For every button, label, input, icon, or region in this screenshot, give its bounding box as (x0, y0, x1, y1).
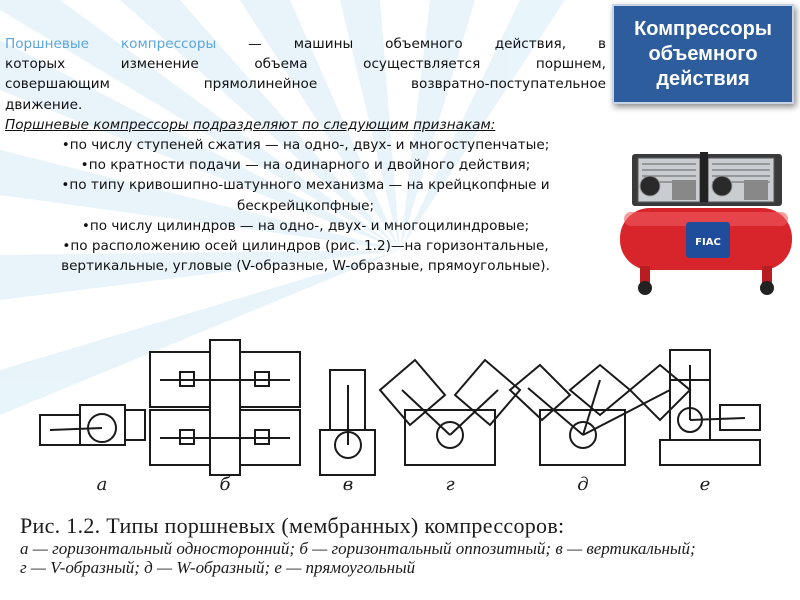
intro-line-2: которых изменение объема осуществляется поршнем, (5, 56, 606, 73)
title-line-2: объемного (648, 42, 758, 65)
title-line-3: действия (656, 67, 750, 90)
diagram-d-w-shaped (510, 365, 690, 465)
classification-header: Поршневые компрессоры подразделяют по следующим признакам: (5, 116, 496, 133)
svg-text:FIAC: FIAC (695, 237, 721, 248)
caption-line-2: а — горизонтальный односторонний; б — горизонтальный оппозитный; в — вертикальный; (20, 539, 696, 558)
diagram-a-horizontal (40, 405, 145, 445)
intro-line-4: движение. (5, 96, 83, 113)
label-b: б (219, 474, 231, 495)
main-text (5, 34, 606, 276)
bullet-mechanism: •по типу кривошипно-шатунного механизма — на крейцкопфные и (61, 177, 550, 194)
diagram-g-v-shaped (380, 360, 520, 465)
intro-line-1 (5, 34, 606, 54)
intro-definition-1: — машины объемного действия, в (216, 36, 606, 52)
label-a: а (96, 474, 108, 495)
label-g: г (445, 474, 455, 495)
diagram-b-opposed (150, 340, 300, 475)
caption-line-3: г — V-образный; д — W-образный; е — прямоугольный (20, 558, 416, 577)
diagram-v-vertical (320, 370, 375, 475)
intro-term: Поршневые компрессоры (5, 36, 217, 52)
label-d: д (577, 474, 589, 495)
bullet-cylinders: •по числу цилиндров — на одно-, двух- и многоцилиндровые; (81, 217, 530, 234)
slide-title (612, 4, 794, 104)
compressor-types-diagram (30, 330, 780, 500)
intro-line-3: совершающим прямолинейное возвратно-поступательное (5, 76, 606, 93)
bullet-action: •по кратности подачи — на одинарного и двойного действия; (80, 157, 531, 174)
bullet-mechanism-cont: бескрейцкопфные; (236, 197, 375, 214)
label-e: е (699, 474, 711, 495)
title-line-1: Компрессоры (634, 17, 772, 40)
figure-caption (20, 513, 790, 577)
compressor-image (612, 150, 797, 300)
bullet-stages: •по числу ступеней сжатия — на одно-, двух- и многоступенчатые; (61, 137, 550, 154)
caption-title: Рис. 1.2. Типы поршневых (мембранных) компрессоров: (20, 513, 565, 538)
diagram-e-rectangular (660, 350, 760, 465)
bullet-axes: •по расположению осей цилиндров (рис. 1.2)—на горизонтальные, (62, 238, 549, 255)
bullet-axes-cont: вертикальные, угловые (V-образные, W-образные, прямоугольные). (61, 258, 550, 275)
label-v: в (342, 474, 354, 495)
